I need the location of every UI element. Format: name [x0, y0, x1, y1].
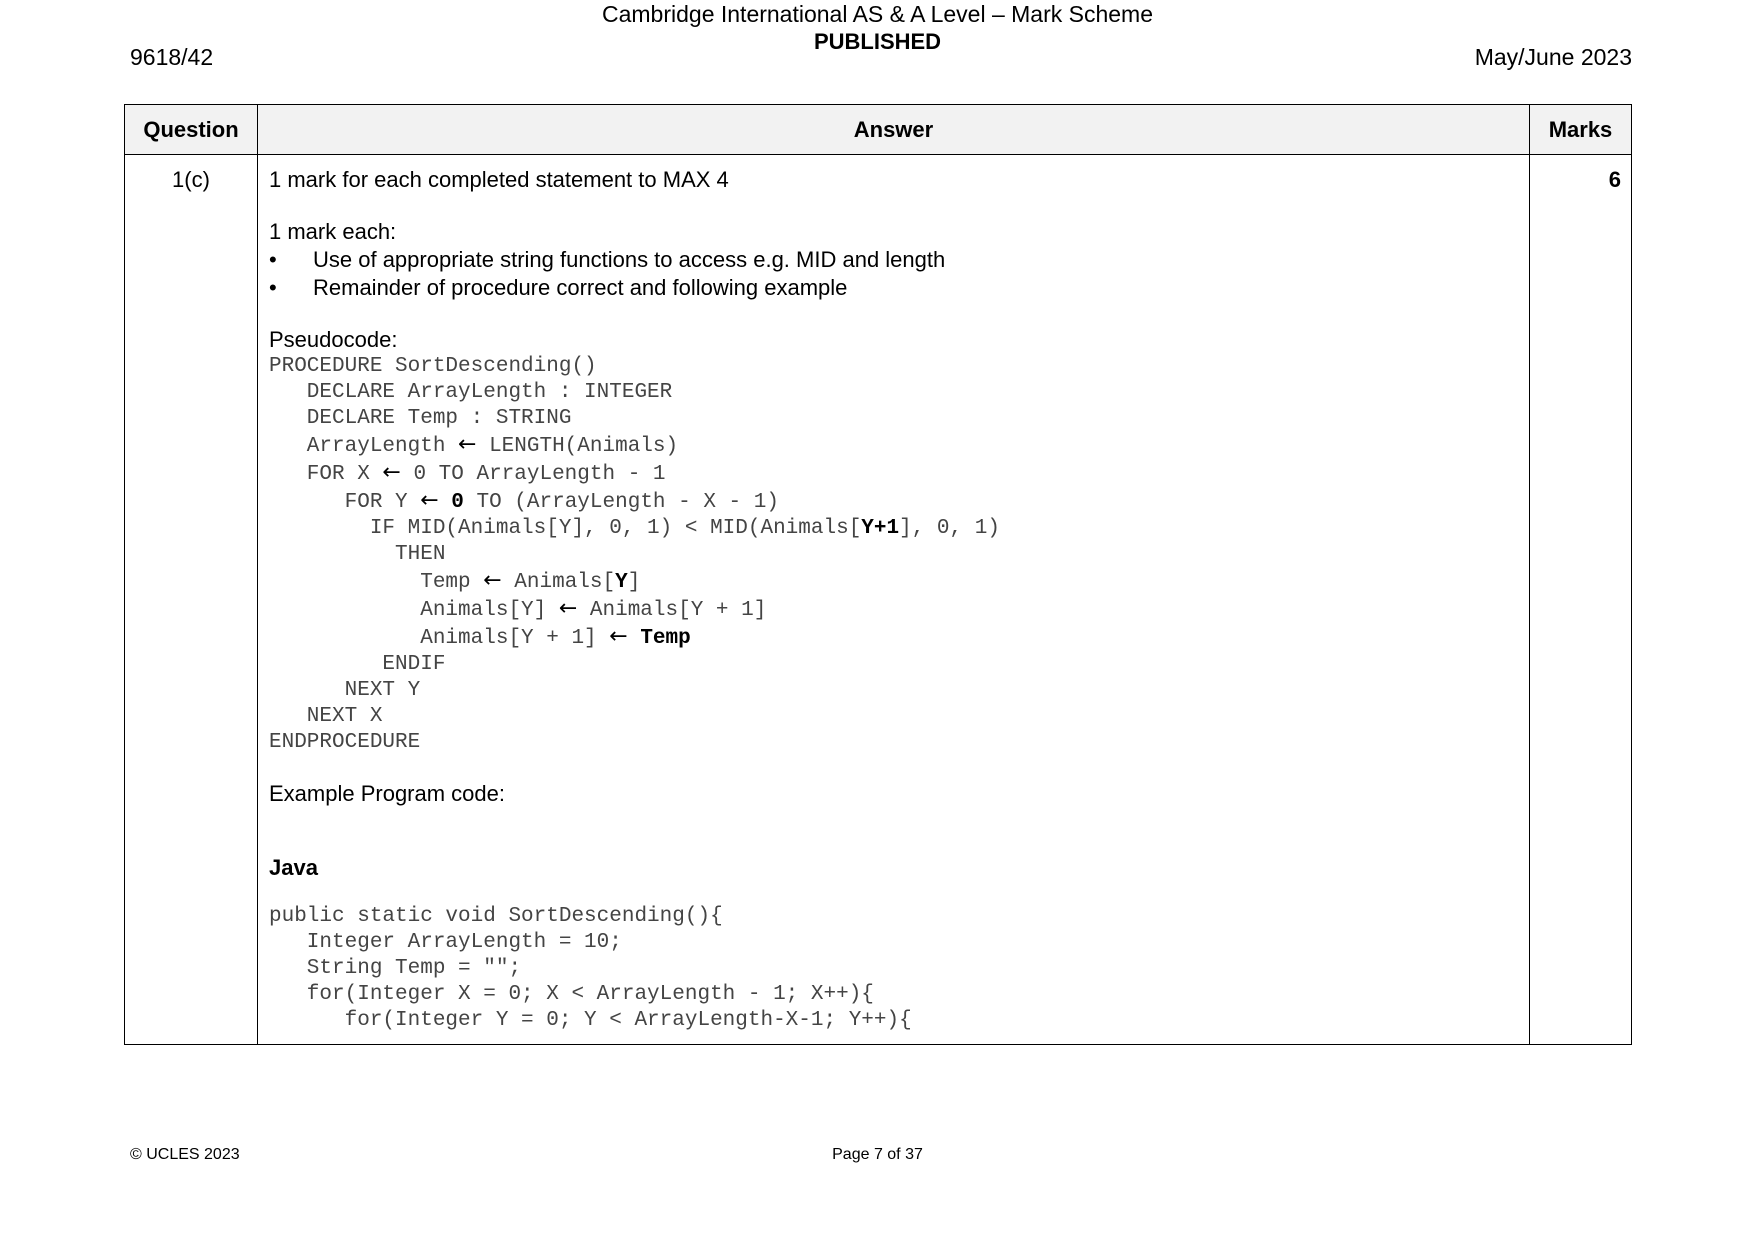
code-line: IF MID(Animals[Y], 0, 1) < MID(Animals[Y+1], 0, 1) — [269, 517, 1000, 540]
pseudocode-block — [269, 354, 1517, 756]
pseudocode-label: Pseudocode: — [269, 327, 398, 352]
question-column-header: Question — [125, 105, 258, 155]
code-line: THEN — [269, 543, 446, 566]
code-line: NEXT Y — [269, 679, 421, 702]
bullet-icon: • — [269, 247, 277, 272]
code-line: String Temp = ""; — [269, 957, 522, 980]
code-line: FOR Y ← 0 TO (ArrayLength - X - 1) — [269, 488, 779, 514]
code-line: ENDPROCEDURE — [269, 731, 421, 754]
bullet-item — [269, 246, 1517, 274]
code-line: PROCEDURE SortDescending() — [269, 355, 597, 378]
table-row — [125, 155, 1632, 1045]
page-number: Page 7 of 37 — [832, 1146, 923, 1163]
table-header-row — [125, 105, 1632, 155]
mark-scheme-table — [124, 104, 1632, 1045]
code-line: public static void SortDescending(){ — [269, 905, 723, 928]
mark-each-label: 1 mark each: — [269, 219, 397, 244]
question-number: 1(c) — [125, 155, 258, 1045]
bullet-text: Use of appropriate string functions to access e.g. MID and length — [313, 247, 946, 272]
code-line: DECLARE Temp : STRING — [269, 407, 572, 430]
paper-code: 9618/42 — [130, 44, 214, 70]
code-line: Animals[Y + 1] ← Temp — [269, 624, 691, 650]
example-label: Example Program code: — [269, 781, 505, 806]
answer-column-header: Answer — [258, 105, 1530, 155]
code-line: DECLARE ArrayLength : INTEGER — [269, 381, 673, 404]
code-line: NEXT X — [269, 705, 383, 728]
code-line: Animals[Y] ← Animals[Y + 1] — [269, 596, 767, 622]
code-line: ArrayLength ← LENGTH(Animals) — [269, 432, 679, 458]
assign-arrow-icon: ← — [609, 624, 628, 649]
published-label: PUBLISHED — [813, 29, 942, 54]
assign-arrow-icon: ← — [382, 460, 401, 485]
bullet-item — [269, 274, 1517, 302]
intro-text: 1 mark for each completed statement to MAX 4 — [269, 167, 729, 192]
bullet-icon: • — [269, 275, 277, 300]
code-line: for(Integer Y = 0; Y < ArrayLength-X-1; Y++){ — [269, 1009, 912, 1032]
assign-arrow-icon: ← — [420, 488, 439, 513]
assign-arrow-icon: ← — [458, 432, 477, 457]
code-line: Integer ArrayLength = 10; — [269, 931, 622, 954]
code-line: FOR X ← 0 TO ArrayLength - 1 — [269, 460, 666, 486]
java-code-block — [269, 904, 1517, 1034]
code-line: ENDIF — [269, 653, 446, 676]
bullet-text: Remainder of procedure correct and following example — [313, 275, 848, 300]
code-line: Temp ← Animals[Y] — [269, 568, 641, 594]
marks-column-header: Marks — [1530, 105, 1632, 155]
assign-arrow-icon: ← — [483, 568, 502, 593]
marks-value: 6 — [1530, 155, 1632, 1045]
assign-arrow-icon: ← — [558, 596, 578, 621]
title-text: Cambridge International AS & A Level – Mark Scheme — [601, 1, 1154, 27]
java-label: Java — [269, 855, 318, 880]
exam-session: May/June 2023 — [1474, 44, 1632, 70]
copyright-text: © UCLES 2023 — [130, 1146, 240, 1163]
code-line: for(Integer X = 0; X < ArrayLength - 1; X++){ — [269, 983, 874, 1006]
answer-cell — [258, 155, 1530, 1045]
